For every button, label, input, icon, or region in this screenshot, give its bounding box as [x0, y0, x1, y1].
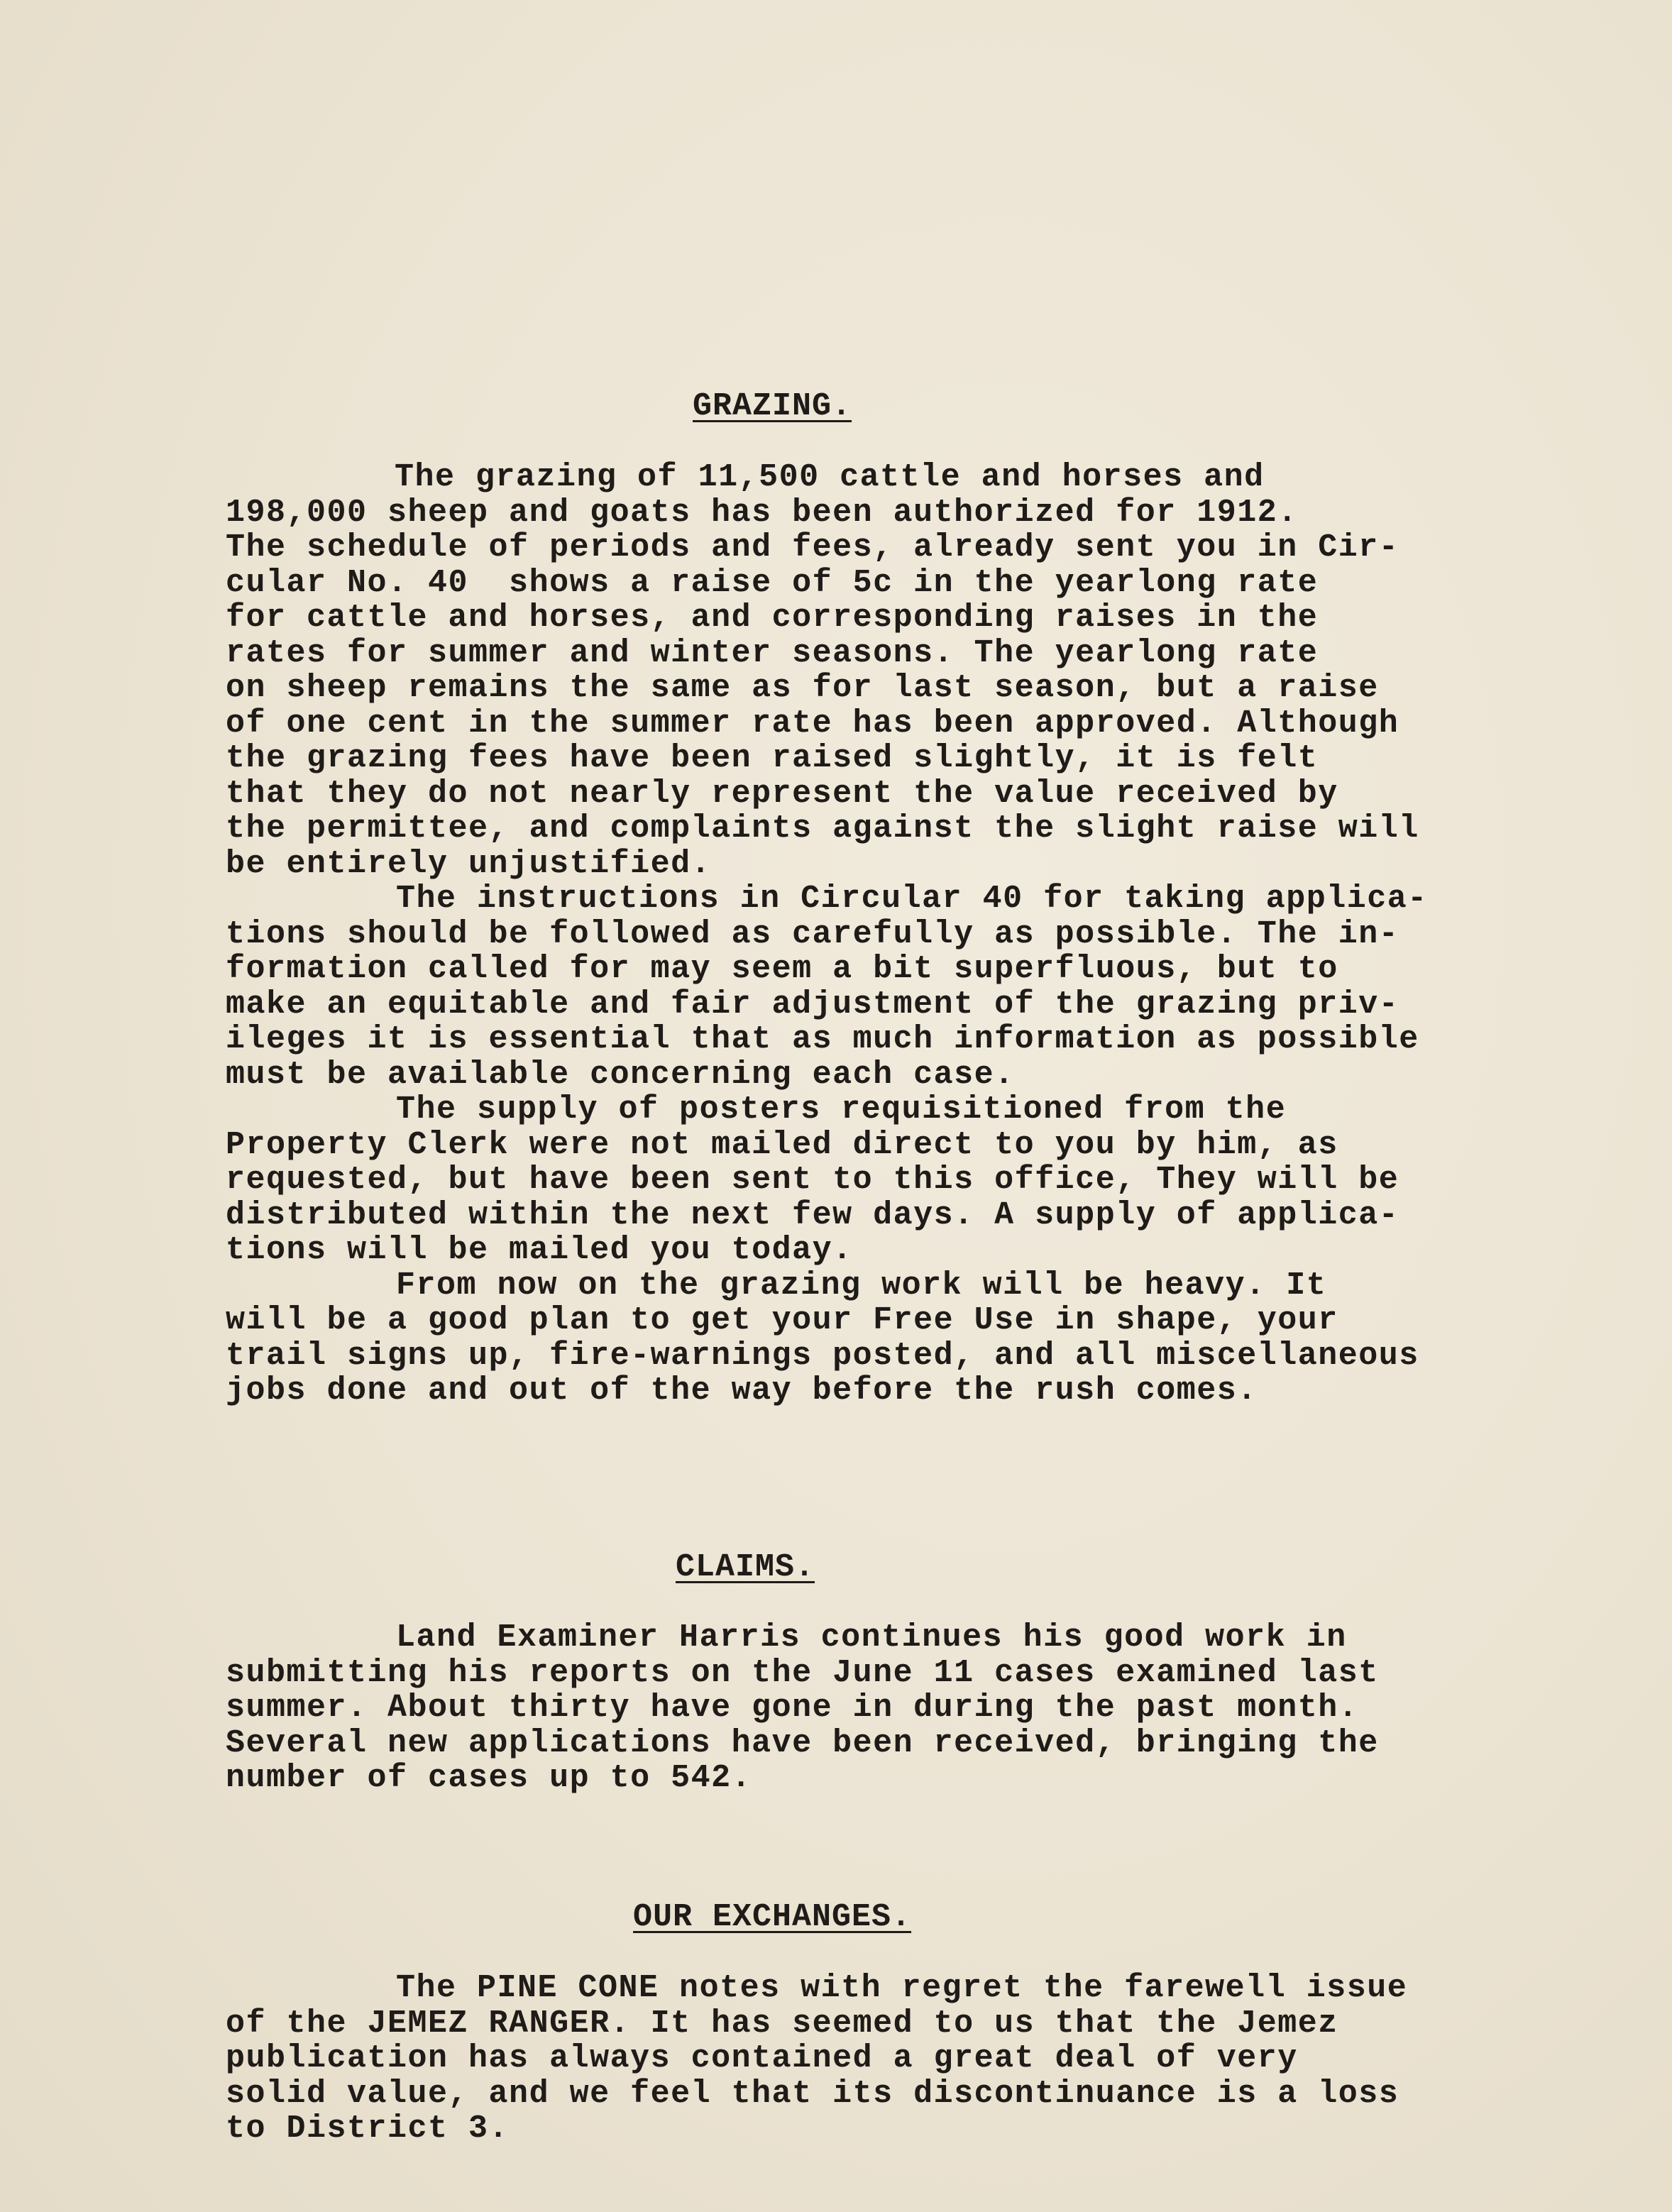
- text-line: From now on the grazing work will be heavy. It: [396, 1267, 1327, 1304]
- text-line: tions should be followed as carefully as possible. The in-: [226, 915, 1399, 952]
- text-line: Land Examiner Harris continues his good work in: [396, 1619, 1347, 1656]
- text-line: formation called for may seem a bit superfluous, but to: [226, 951, 1338, 987]
- text-line: to District 3.: [226, 2111, 510, 2147]
- text-line: of one cent in the summer rate has been approved. Although: [226, 705, 1399, 742]
- text-line: solid value, and we feel that its discontinuance is a loss: [226, 2075, 1399, 2112]
- text-line: The instructions in Circular 40 for taking applica-: [396, 881, 1428, 917]
- text-line: trail signs up, fire-warnings posted, and all miscellaneous: [226, 1337, 1419, 1374]
- text-line: cular No. 40 shows a raise of 5c in the yearlong rate: [226, 564, 1319, 601]
- text-line: will be a good plan to get your Free Use in shape, your: [226, 1302, 1338, 1338]
- text-line: 198,000 sheep and goats has been authorized for 1912.: [226, 494, 1298, 531]
- text-line: submitting his reports on the June 11 cases examined last: [226, 1654, 1379, 1691]
- text-line: distributed within the next few days. A supply of applica-: [226, 1196, 1399, 1233]
- text-line: make an equitable and fair adjustment of the grazing priv-: [226, 986, 1399, 1023]
- text-line: for cattle and horses, and corresponding raises in the: [226, 600, 1319, 636]
- text-line: The supply of posters requisitioned from the: [396, 1091, 1287, 1128]
- heading-grazing: GRAZING.: [693, 388, 852, 424]
- grazing-body: [226, 460, 1428, 1409]
- text-line: be entirely unjustified.: [226, 845, 712, 882]
- text-line: ileges it is essential that as much information as possible: [226, 1021, 1419, 1057]
- text-line: rates for summer and winter seasons. The yearlong rate: [226, 634, 1319, 671]
- text-line: that they do not nearly represent the value received by: [226, 775, 1338, 812]
- text-line: the grazing fees have been raised slightly, it is felt: [226, 740, 1319, 776]
- text-line: Several new applications have been received, bringing the: [226, 1724, 1379, 1761]
- claims-body: [226, 1620, 1379, 1796]
- text-line: Property Clerk were not mailed direct to you by him, as: [226, 1126, 1338, 1163]
- text-line: The PINE CONE notes with regret the farewell issue: [396, 1970, 1408, 2006]
- exchanges-body: [226, 1971, 1407, 2147]
- text-line: must be available concerning each case.: [226, 1056, 1015, 1093]
- text-line: requested, but have been sent to this office, They will be: [226, 1162, 1399, 1198]
- text-line: tions will be mailed you today.: [226, 1232, 853, 1268]
- text-line: of the JEMEZ RANGER. It has seemed to us that the Jemez: [226, 2005, 1338, 2042]
- heading-our-exchanges: OUR EXCHANGES.: [633, 1899, 912, 1935]
- text-line: publication has always contained a great deal of very: [226, 2040, 1298, 2076]
- text-line: summer. About thirty have gone in during the past month.: [226, 1690, 1359, 1726]
- text-line: number of cases up to 542.: [226, 1760, 752, 1796]
- text-line: on sheep remains the same as for last season, but a raise: [226, 670, 1379, 706]
- text-line: The grazing of 11,500 cattle and horses and: [395, 459, 1265, 495]
- text-line: jobs done and out of the way before the rush comes.: [226, 1372, 1258, 1409]
- heading-claims: CLAIMS.: [676, 1549, 815, 1585]
- text-line: the permittee, and complaints against the slight raise will: [226, 810, 1419, 847]
- text-line: The schedule of periods and fees, already sent you in Cir-: [226, 529, 1399, 566]
